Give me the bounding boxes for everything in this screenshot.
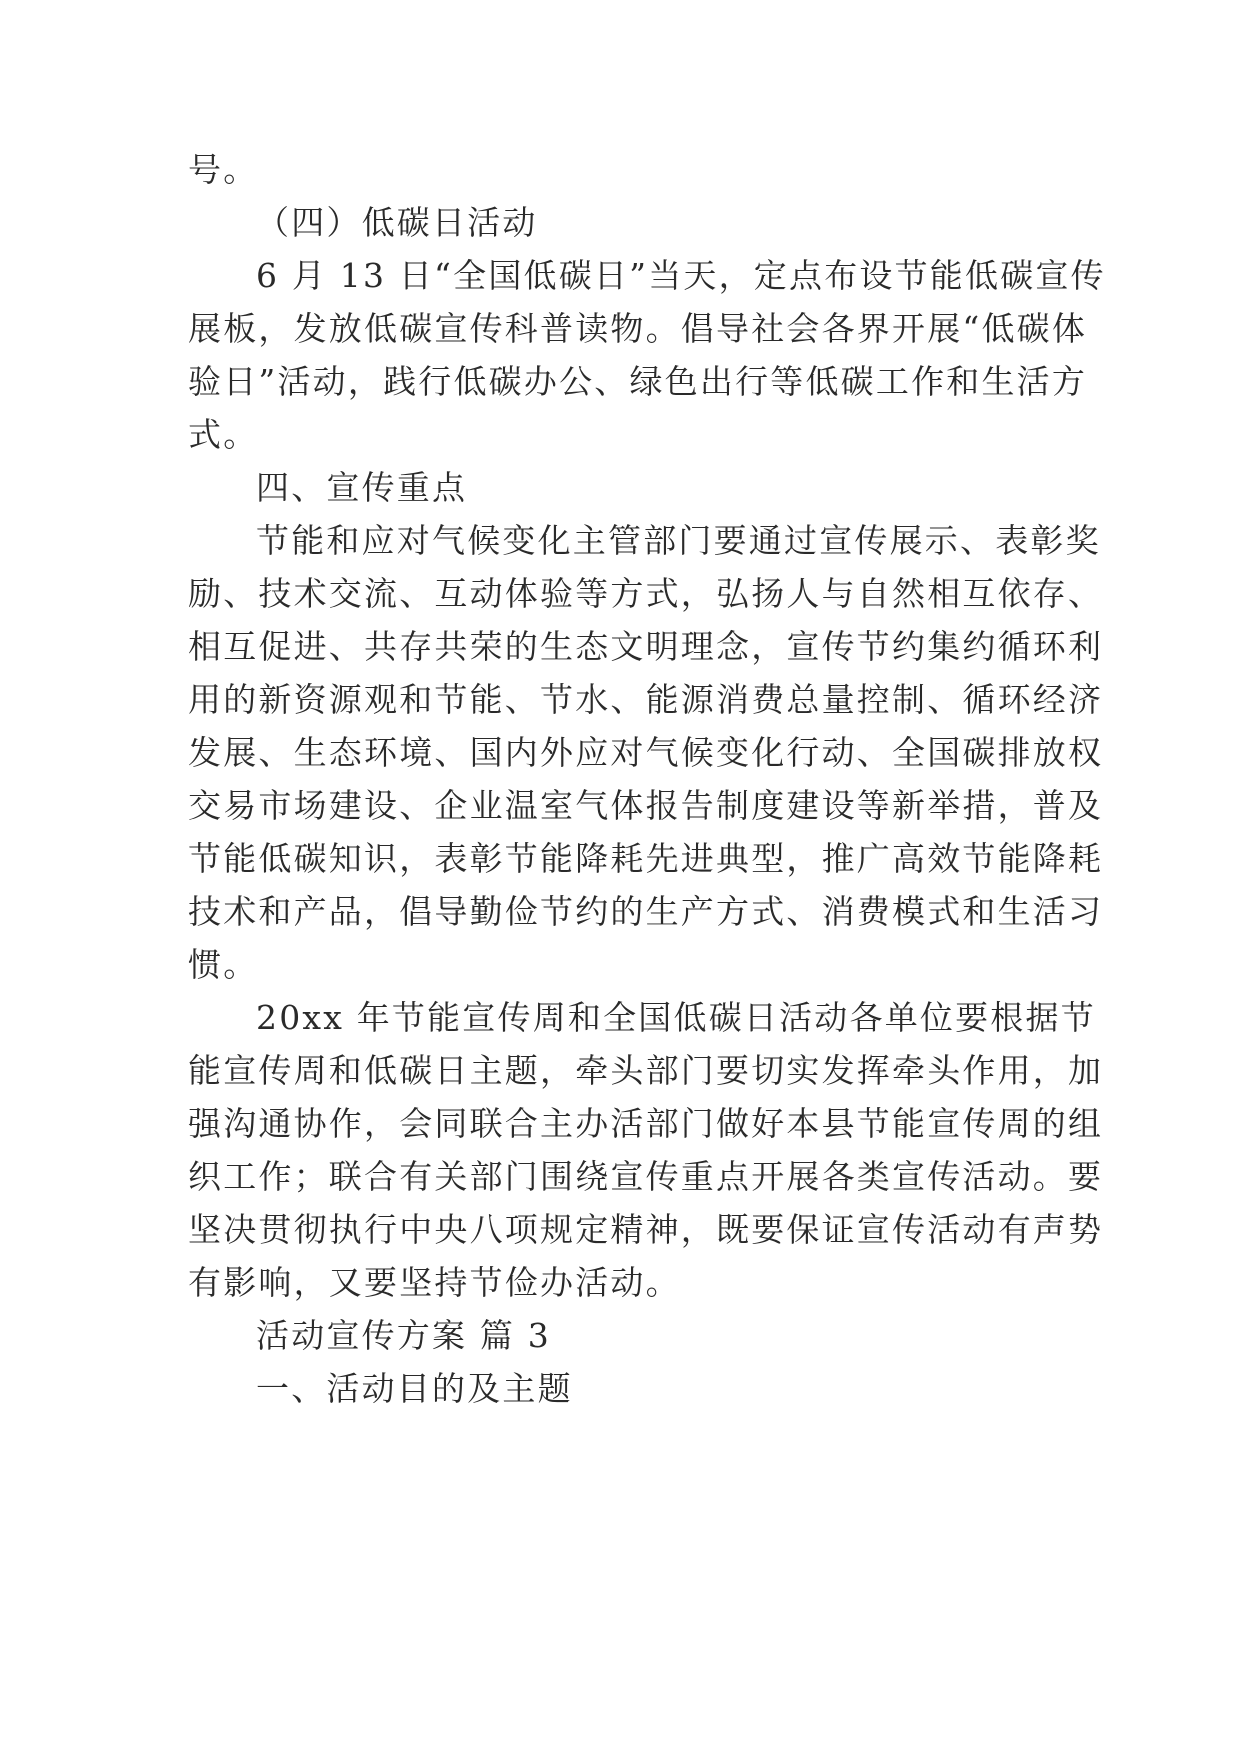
- section-heading: 四、宣传重点: [256, 468, 468, 507]
- text-line: 验日”活动，践行低碳办公、绿色出行等低碳工作和生活方: [188, 362, 1088, 401]
- text-line: 展板，发放低碳宣传科普读物。倡导社会各界开展“低碳体: [188, 309, 1088, 348]
- section-heading: 一、活动目的及主题: [256, 1369, 573, 1408]
- text-line: 交易市场建设、企业温室气体报告制度建设等新举措，普及: [188, 786, 1104, 825]
- text-line: 节能和应对气候变化主管部门要通过宣传展示、表彰奖: [256, 521, 1101, 560]
- section-heading: 活动宣传方案 篇 3: [256, 1316, 551, 1355]
- text-line: 能宣传周和低碳日主题，牵头部门要切实发挥牵头作用，加: [188, 1051, 1104, 1090]
- text-line: 织工作；联合有关部门围绕宣传重点开展各类宣传活动。要: [188, 1157, 1104, 1196]
- text-line: 惯。: [188, 945, 259, 984]
- text-line: 强沟通协作，会同联合主办活部门做好本县节能宣传周的组: [188, 1104, 1104, 1143]
- text-line: 励、技术交流、互动体验等方式，弘扬人与自然相互依存、: [188, 574, 1104, 613]
- text-line: 6 月 13 日“全国低碳日”当天，定点布设节能低碳宣传: [256, 256, 1106, 295]
- text-line: 坚决贯彻执行中央八项规定精神，既要保证宣传活动有声势: [188, 1210, 1104, 1249]
- text-line: 号。: [188, 150, 259, 189]
- text-line: 技术和产品，倡导勤俭节约的生产方式、消费模式和生活习: [188, 892, 1104, 931]
- text-line: 式。: [188, 415, 259, 454]
- text-line: 节能低碳知识，表彰节能降耗先进典型，推广高效节能降耗: [188, 839, 1104, 878]
- text-line: 有影响，又要坚持节俭办活动。: [188, 1263, 681, 1302]
- text-line: 发展、生态环境、国内外应对气候变化行动、全国碳排放权: [188, 733, 1104, 772]
- section-heading: （四）低碳日活动: [256, 203, 538, 242]
- text-line: 相互促进、共存共荣的生态文明理念，宣传节约集约循环利: [188, 627, 1104, 666]
- text-line: 20xx 年节能宣传周和全国低碳日活动各单位要根据节: [256, 998, 1096, 1037]
- text-line: 用的新资源观和节能、节水、能源消费总量控制、循环经济: [188, 680, 1104, 719]
